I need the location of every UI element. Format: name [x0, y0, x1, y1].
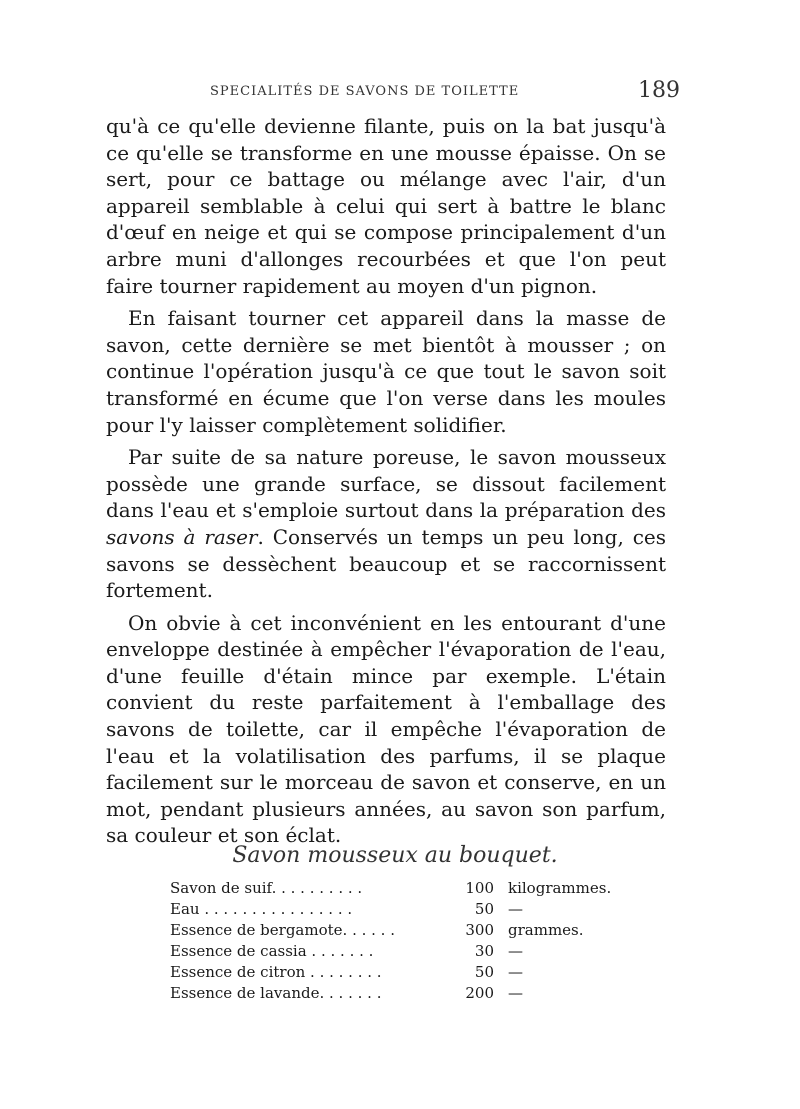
paragraph-3-emphasis: savons à raser	[106, 524, 258, 549]
recipe-row	[170, 877, 611, 898]
recipe-row	[170, 919, 611, 940]
page-number: 189	[638, 78, 680, 103]
running-header	[210, 78, 680, 103]
ingredient: Essence de cassia . . . . . . .	[170, 941, 374, 960]
quantity: 200	[465, 983, 494, 1002]
recipe-row	[170, 961, 611, 982]
unit: —	[508, 983, 523, 1002]
paragraph-3-text-b: . Conservés un temps un peu long, ces savons se dessèchent beaucoup et se raccornissent fortement.	[106, 524, 666, 603]
paragraph-3	[106, 444, 666, 604]
recipe-row	[170, 898, 611, 919]
quantity: 100	[465, 878, 494, 897]
quantity: 50	[474, 899, 494, 918]
ingredient: Essence de citron . . . . . . . .	[170, 962, 382, 981]
paragraph-4: On obvie à cet inconvénient en les entourant d'une enveloppe destinée à empêcher l'évaporation de l'eau, d'une feuille d'étain mince par exemple. L'étain convient du reste parfaitement à l'emballage des savons de toilette, car il empêche l'évaporation de l'eau et la volatilisation des parfums, il se plaque facilement sur le morceau de savon et conserve, en un mot, pendant plusieurs années, au savon son parfum, sa couleur et son éclat.	[106, 610, 666, 848]
ingredient: Eau . . . . . . . . . . . . . . . .	[170, 899, 353, 918]
ingredient: Essence de bergamote. . . . . .	[170, 920, 395, 939]
recipe-title: Savon mousseux au bouquet.	[232, 843, 558, 868]
unit: —	[508, 899, 523, 918]
paragraph-1: qu'à ce qu'elle devienne filante, puis on la bat jusqu'à ce qu'elle se transforme en une mousse épaisse. On se sert, pour ce battage ou mélange avec l'air, d'un appareil semblable à celui qui sert à battre le blanc d'œuf en neige et qui se compose principalement d'un arbre muni d'allonges recourbées et que l'on peut faire tourner rapidement au moyen d'un pignon.	[106, 114, 666, 298]
quantity: 50	[474, 962, 494, 981]
unit: —	[508, 941, 523, 960]
recipe-table	[170, 877, 611, 1003]
paragraph-2: En faisant tourner cet appareil dans la masse de savon, cette dernière se met bientôt à mousser ; on continue l'opération jusqu'à ce que tout le savon soit transformé en écume que l'on verse dans les moules pour l'y laisser complètement solidifier.	[106, 306, 666, 437]
recipe-row	[170, 982, 611, 1003]
body-text	[106, 113, 666, 849]
ingredient: Essence de lavande. . . . . . .	[170, 983, 382, 1002]
unit: kilogrammes.	[508, 878, 612, 897]
quantity: 300	[465, 920, 494, 939]
running-title: SPECIALITÉS DE SAVONS DE TOILETTE	[210, 84, 520, 99]
quantity: 30	[474, 941, 494, 960]
ingredient: Savon de suif. . . . . . . . . .	[170, 878, 363, 897]
recipe-row	[170, 940, 611, 961]
paragraph-3-text-a: Par suite de sa nature poreuse, le savon mousseux possède une grande surface, se dissout facilement dans l'eau et s'emploie surtout dans la préparation des	[106, 445, 666, 523]
unit: grammes.	[508, 920, 584, 939]
unit: —	[508, 962, 523, 981]
